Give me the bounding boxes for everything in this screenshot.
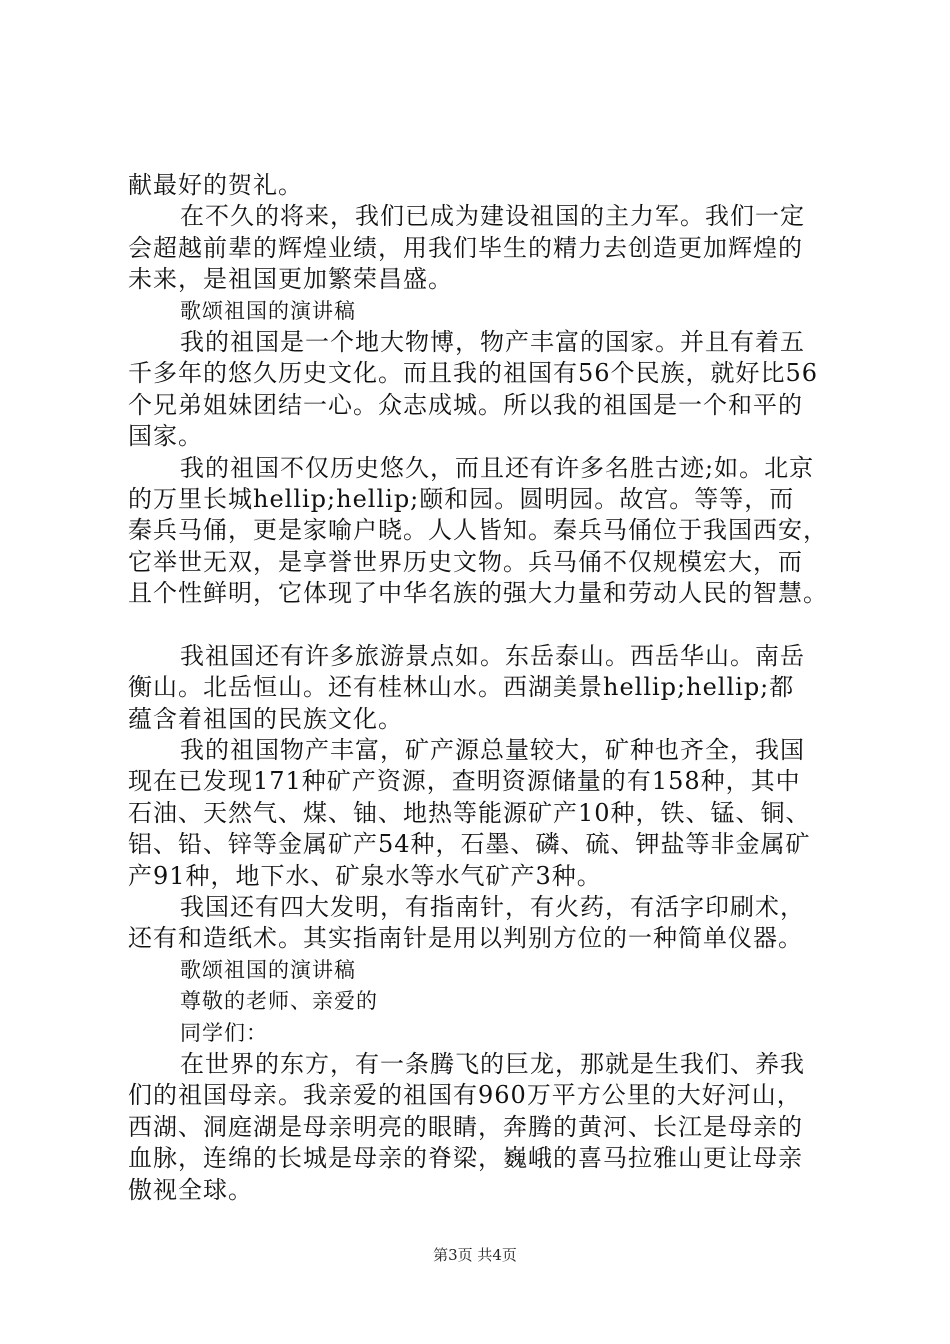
page-number-footer: 第3页 共4页 [433, 1246, 517, 1264]
text-line: 石油、天然气、煤、铀、地热等能源矿产10种，铁、锰、铜、 [128, 798, 811, 827]
section-heading: 歌颂祖国的演讲稿 [180, 298, 356, 323]
text-line: 蕴含着祖国的民族文化。 [128, 704, 403, 733]
paragraph-start-line: 我国还有四大发明，有指南针，有火药，有活字印刷术， [180, 892, 805, 921]
paragraph-start-line: 我的祖国不仅历史悠久，而且还有许多名胜古迹;如。北京 [180, 453, 815, 482]
text-line: 傲视全球。 [128, 1175, 253, 1204]
text-line: 会超越前辈的辉煌业绩，用我们毕生的精力去创造更加辉煌的 [128, 233, 803, 262]
text-line: 且个性鲜明，它体现了中华名族的强大力量和劳动人民的智慧。 [128, 579, 828, 608]
paragraph-start-line: 我祖国还有许多旅游景点如。东岳泰山。西岳华山。南岳 [180, 641, 805, 670]
paragraph-start-line: 在不久的将来，我们已成为建设祖国的主力军。我们一定 [180, 202, 805, 231]
text-line: 衡山。北岳恒山。还有桂林山水。西湖美景hellip;hellip;都 [128, 673, 795, 702]
salutation-line: 同学们： [180, 1020, 268, 1045]
text-line: 产91种，地下水、矿泉水等水气矿产3种。 [128, 861, 602, 890]
text-line: 献最好的贺礼。 [128, 171, 303, 199]
text-line: 国家。 [128, 422, 203, 451]
salutation-line: 尊敬的老师、亲爱的 [180, 989, 378, 1014]
paragraph-start-line: 在世界的东方，有一条腾飞的巨龙，那就是生我们、养我 [180, 1049, 805, 1078]
text-line: 未来，是祖国更加繁荣昌盛。 [128, 265, 453, 294]
text-line: 的万里长城hellip;hellip;颐和园。圆明园。故宫。等等，而 [128, 484, 795, 513]
text-line: 还有和造纸术。其实指南针是用以判别方位的一种简单仪器。 [128, 924, 803, 953]
text-line: 西湖、洞庭湖是母亲明亮的眼睛，奔腾的黄河、长江是母亲的 [128, 1112, 803, 1141]
paragraph-start-line: 我的祖国是一个地大物博，物产丰富的国家。并且有着五 [180, 327, 805, 356]
text-line: 铝、铅、锌等金属矿产54种，石墨、磷、硫、钾盐等非金属矿 [128, 830, 811, 859]
section-heading: 歌颂祖国的演讲稿 [180, 957, 356, 982]
document-body [128, 170, 848, 1206]
blank-line [128, 609, 848, 640]
text-line: 现在已发现171种矿产资源，查明资源储量的有158种，其中 [128, 767, 801, 796]
text-line: 千多年的悠久历史文化。而且我的祖国有56个民族，就好比56 [128, 359, 819, 388]
text-line: 们的祖国母亲。我亲爱的祖国有960万平方公里的大好河山， [128, 1081, 802, 1110]
text-line: 秦兵马俑，更是家喻户晓。人人皆知。秦兵马俑位于我国西安， [128, 516, 828, 545]
text-line: 它举世无双，是享誉世界历史文物。兵马俑不仅规模宏大，而 [128, 547, 803, 576]
text-line: 个兄弟姐妹团结一心。众志成城。所以我的祖国是一个和平的 [128, 390, 803, 419]
paragraph-start-line: 我的祖国物产丰富，矿产源总量较大，矿种也齐全，我国 [180, 736, 805, 765]
text-line: 血脉，连绵的长城是母亲的脊梁，巍峨的喜马拉雅山更让母亲 [128, 1144, 803, 1173]
